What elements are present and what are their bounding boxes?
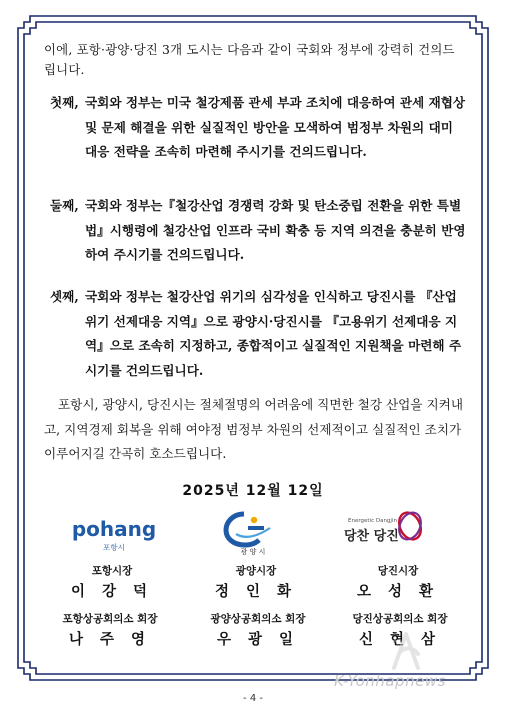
proposal-label: 셋째, <box>50 289 79 304</box>
dangjin-logo <box>340 508 432 556</box>
signature-block <box>348 563 448 601</box>
gwangyang-logo <box>218 510 288 560</box>
signatory-name: 신 현 삼 <box>358 632 442 648</box>
closing-paragraph: 포항시, 광양시, 당진시는 절체절명의 어려움에 직면한 철강 산업을 지켜내고, 지역경제 회복을 위해 여야정 범정부 차원의 선제적이고 실질적인 조치가 이루어지길 간곡히 호소드립니다. <box>44 397 463 461</box>
svg-text:포항시: 포항시 <box>103 543 125 552</box>
signature-block <box>62 563 162 601</box>
signatory-title: 광양시장 <box>235 565 277 577</box>
intro-paragraph: 이에, 포항·광양·당진 3개 도시는 다음과 같이 국회와 정부에 강력히 건의드립니다. <box>44 42 455 77</box>
pohang-logo <box>71 514 157 558</box>
signatory-title: 포항시장 <box>91 565 133 577</box>
watermark-text: K-Yonhapnews <box>334 672 446 690</box>
signature-block <box>40 611 180 649</box>
signatory-title: 당진상공회의소 회장 <box>352 613 448 625</box>
signatory-title: 광양상공회의소 회장 <box>210 613 306 625</box>
signatory-name: 우 광 일 <box>216 632 300 648</box>
proposal-text: 국회와 정부는 철강산업 위기의 심각성을 인식하고 당진시를 『산업위기 선제대응 지역』으로 광양시·당진시를 『고용위기 선제대응 지역』으로 조속히 지정하고, 종합적이고 실질적인 지원책을 마련해 주시기를 건의드립니다. <box>85 289 462 378</box>
signatory-name: 이 강 덕 <box>70 584 154 600</box>
signatory-title: 당진시장 <box>377 565 419 577</box>
svg-text:당찬 당진: 당찬 당진 <box>344 529 399 544</box>
page-number: - 4 - <box>243 693 263 704</box>
proposal-label: 둘째, <box>50 198 79 213</box>
signatory-title: 포항상공회의소 회장 <box>62 613 158 625</box>
signatory-name: 오 성 환 <box>356 584 440 600</box>
svg-text:pohang: pohang <box>71 517 157 541</box>
document-date: 2025년 12월 12일 <box>182 483 324 499</box>
signature-block <box>188 611 328 649</box>
signatory-name: 정 인 화 <box>214 584 298 600</box>
svg-text:Energetic Dangjin: Energetic Dangjin <box>348 518 397 524</box>
signatory-name: 나 주 영 <box>68 632 152 648</box>
proposal-text: 국회와 정부는 미국 철강제품 관세 부과 조치에 대응하여 관세 재협상 및 문제 해결을 위한 실질적인 방안을 모색하여 범정부 차원의 대미 대응 전략을 조속히 마련해 주시기를 건의드립니다. <box>85 95 466 159</box>
proposal-label: 첫째, <box>50 95 79 110</box>
signature-block <box>206 563 306 601</box>
svg-text:광 양 시: 광 양 시 <box>240 548 266 556</box>
proposal-text: 국회와 정부는『철강산업 경쟁력 강화 및 탄소중립 전환을 위한 특별법』시행령에 철강산업 인프라 국비 확충 등 지역 의견을 충분히 반영하여 주시기를 건의드립니다. <box>85 198 466 262</box>
